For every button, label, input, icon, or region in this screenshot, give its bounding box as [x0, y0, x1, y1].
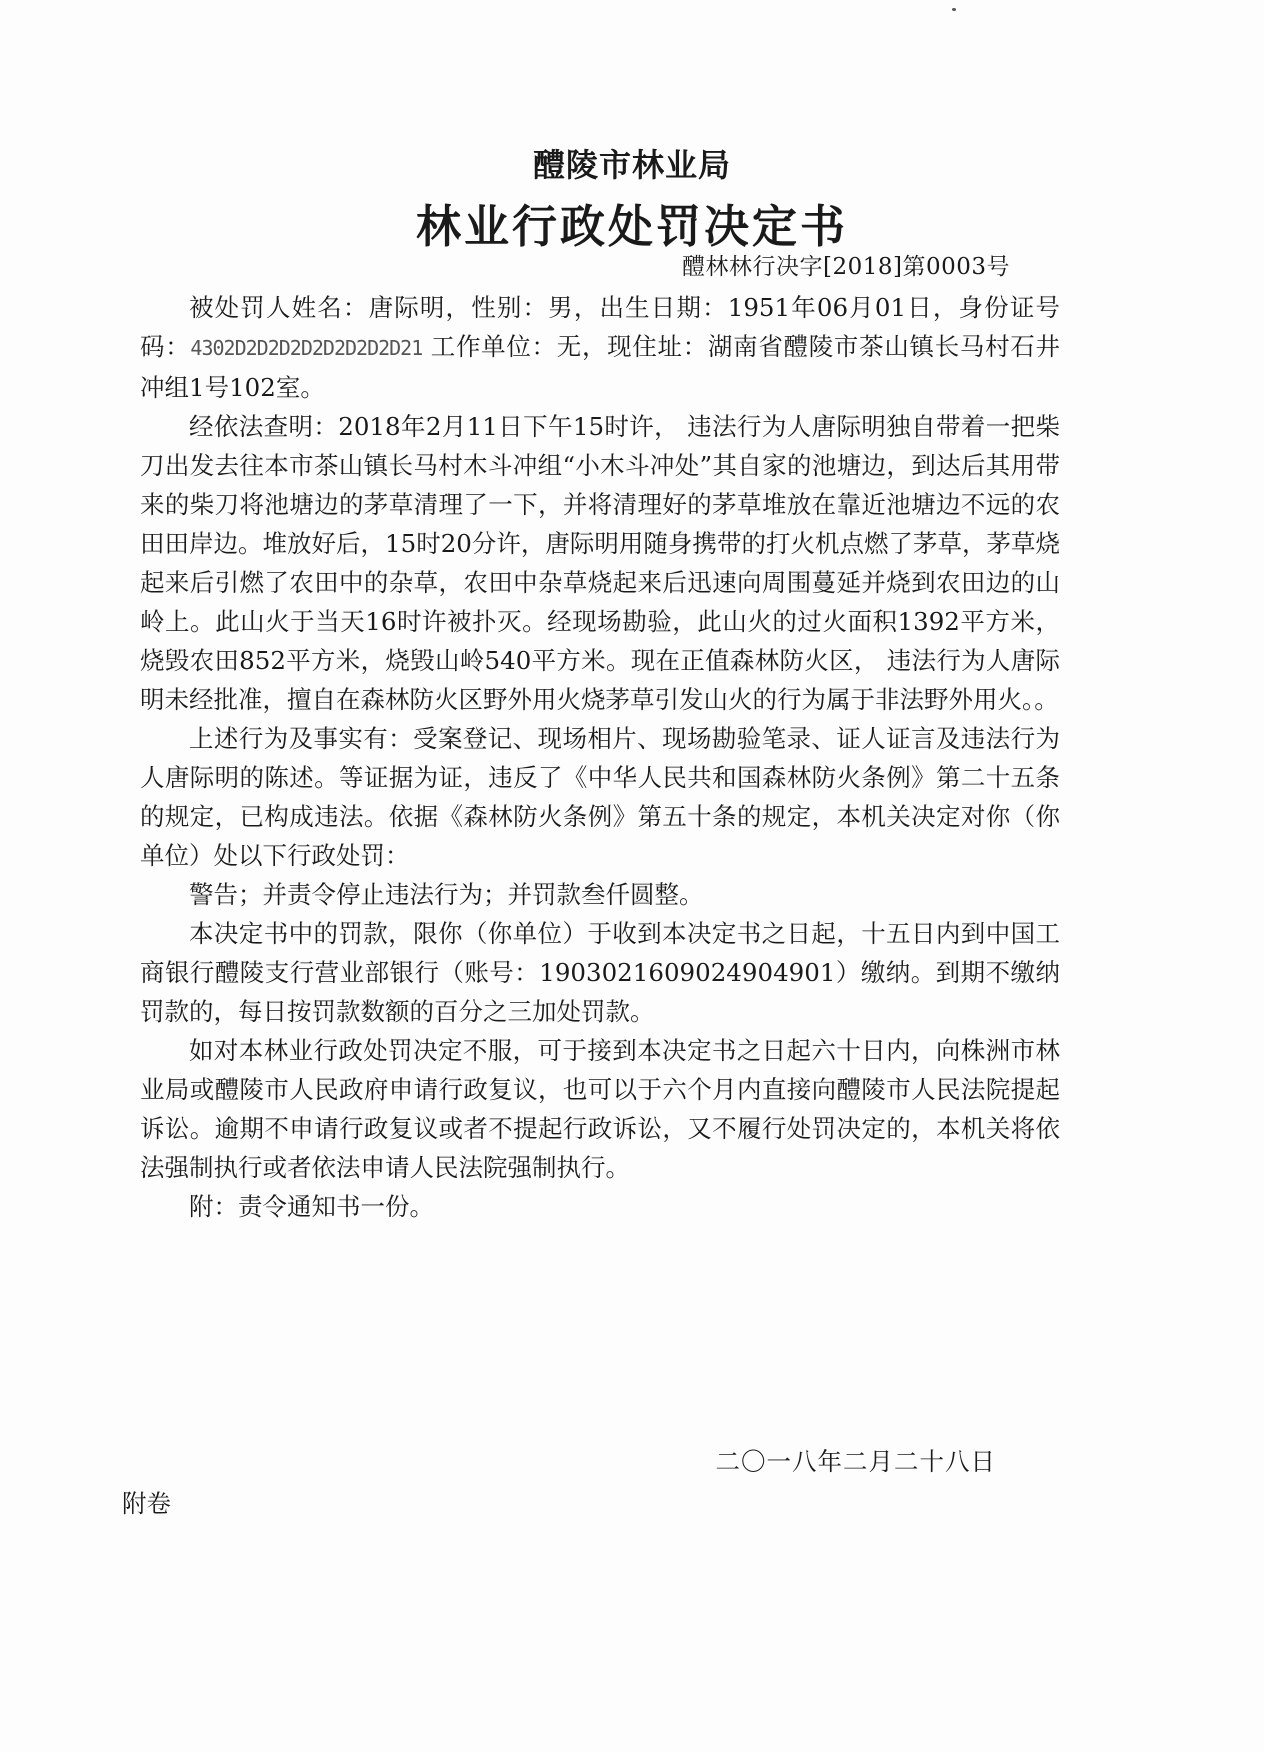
party-address-text: 工作单位：无，现住址：湖南省醴陵市茶山镇长马村石井冲组1号102室。 — [140, 332, 1060, 402]
paragraph-penalty: 警告；并责令停止违法行为；并罚款叁仟圆整。 — [189, 880, 704, 909]
scan-speck — [952, 8, 956, 11]
paragraph-facts: 经依法查明：2018年2月11日下午15时许， 违法行为人唐际明独自带着一把柴刀出发去往本市茶山镇长马村木斗冲组“小木斗冲处”其自家的池塘边，到达后其用带来的柴刀将池塘边的茅草清理了一下，并将清理好的茅草堆放在靠近池塘边不远的农田田岸边。堆放好后，15时20分许，唐际明用随身携带的打火机点燃了茅草，茅草烧起来后引燃了农田中的杂草，农田中杂草烧起来后迅速向周围蔓延并烧到农田边的山岭上。此山火于当天16时许被扑灭。经现场勘验，此山火的过火面积1392平方米， 烧毁农田852平方米，烧毁山岭540平方米。现在正值森林防火区， 违法行为人唐际明未经批准，擅自在森林防火区野外用火烧茅草引发山火的行为属于非法野外用火。。 — [140, 412, 1060, 714]
paragraph-appeal: 如对本林业行政处罚决定不服，可于接到本决定书之日起六十日内，向株洲市林业局或醴陵市人民政府申请行政复议，也可以于六个月内直接向醴陵市人民法院提起诉讼。逾期不申请行政复议或者不提起行政诉讼，又不履行处罚决定的，本机关将依法强制执行或者依法申请人民法院强制执行。 — [140, 1036, 1060, 1182]
issuing-organization: 醴陵市林业局 — [532, 146, 731, 184]
issue-date: 二〇一八年二月二十八日 — [715, 1447, 996, 1476]
document-number: 醴林林行决字[2018]第0003号 — [681, 254, 1010, 280]
annex-label: 附卷 — [122, 1489, 171, 1518]
party-info-text: 被处罚人姓名：唐际明，性别：男，出生日期：1951年06月01日，身份证号码： — [140, 293, 1060, 361]
paragraph-payment: 本决定书中的罚款，限你（你单位）于收到本决定书之日起，十五日内到中国工商银行醴陵支行营业部银行（账号：1903021609024904901）缴纳。到期不缴纳罚款的，每日按罚款数额的百分之三加处罚款。 — [140, 919, 1060, 1026]
document-title: 林业行政处罚决定书 — [415, 200, 848, 253]
paragraph-party-info — [140, 288, 1060, 407]
masked-id-number: 4302D2D2D2D2D2D2D2D21 — [190, 336, 423, 360]
paragraph-evidence-and-basis: 上述行为及事实有：受案登记、现场相片、现场勘验笔录、证人证言及违法行为人唐际明的陈述。等证据为证，违反了《中华人民共和国森林防火条例》第二十五条的规定，已构成违法。依据《森林防火条例》第五十条的规定，本机关决定对你（你单位）处以下行政处罚： — [140, 724, 1060, 870]
paragraph-attachment: 附：责令通知书一份。 — [189, 1192, 434, 1221]
document-body — [140, 288, 1060, 1226]
